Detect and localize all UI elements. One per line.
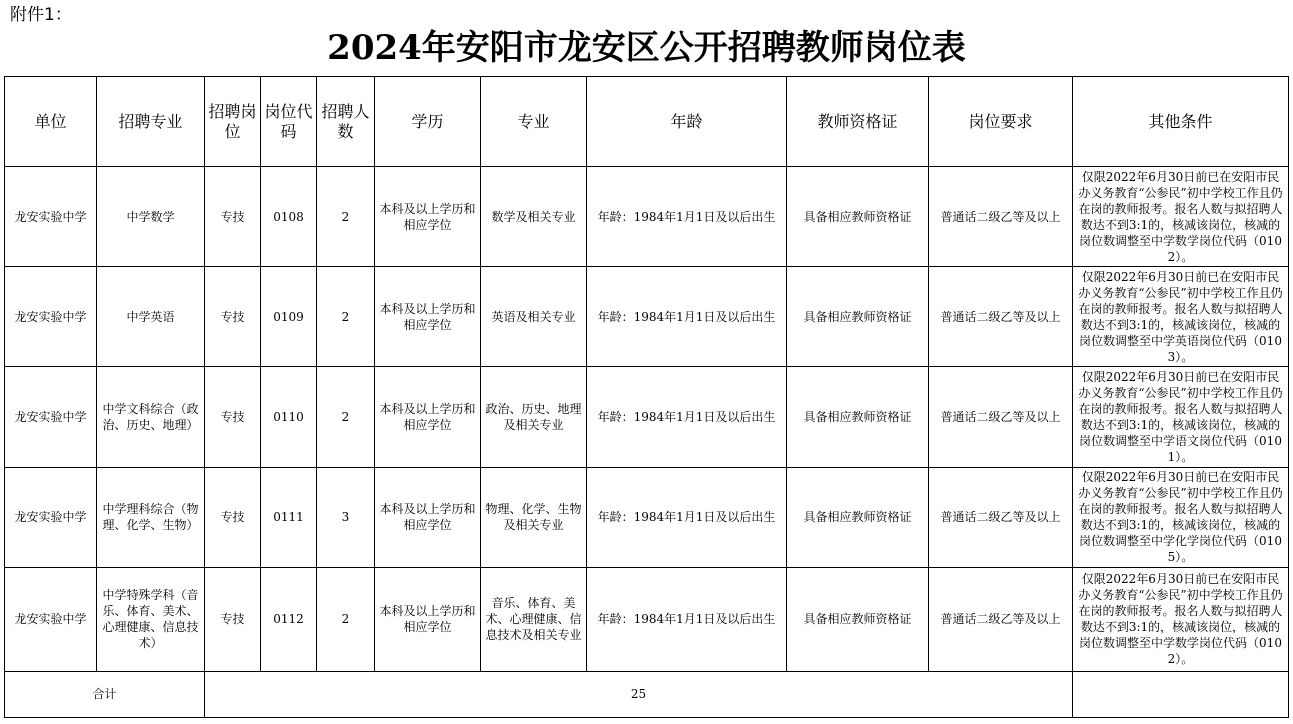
header-count: 招聘人数 xyxy=(317,77,375,167)
cell-unit: 龙安实验中学 xyxy=(5,267,97,367)
cell-certificate: 具备相应教师资格证 xyxy=(787,567,929,671)
cell-major: 物理、化学、生物及相关专业 xyxy=(481,467,587,567)
total-label: 合计 xyxy=(5,671,205,717)
header-requirement: 岗位要求 xyxy=(929,77,1073,167)
cell-unit: 龙安实验中学 xyxy=(5,167,97,267)
header-code: 岗位代码 xyxy=(261,77,317,167)
header-age: 年龄 xyxy=(587,77,787,167)
cell-code: 0109 xyxy=(261,267,317,367)
cell-code: 0111 xyxy=(261,467,317,567)
cell-major-recruit: 中学英语 xyxy=(97,267,205,367)
cell-age: 年龄：1984年1月1日及以后出生 xyxy=(587,167,787,267)
cell-major: 音乐、体育、美术、心理健康、信息技术及相关专业 xyxy=(481,567,587,671)
cell-major: 英语及相关专业 xyxy=(481,267,587,367)
total-value: 25 xyxy=(205,671,1073,717)
cell-major-recruit: 中学数学 xyxy=(97,167,205,267)
cell-education: 本科及以上学历和相应学位 xyxy=(375,267,481,367)
header-post: 招聘岗位 xyxy=(205,77,261,167)
cell-count: 2 xyxy=(317,567,375,671)
page-title: 2024年安阳市龙安区公开招聘教师岗位表 xyxy=(327,28,966,68)
header-education: 学历 xyxy=(375,77,481,167)
cell-requirement: 普通话二级乙等及以上 xyxy=(929,167,1073,267)
cell-count: 2 xyxy=(317,267,375,367)
cell-other: 仅限2022年6月30日前已在安阳市民办义务教育“公参民”初中学校工作且仍在岗的教师报考。报名人数与拟招聘人数达不到3:1的，核减该岗位，核减的岗位数调整至中学数学岗位代码（0102）。 xyxy=(1073,567,1289,671)
cell-requirement: 普通话二级乙等及以上 xyxy=(929,367,1073,467)
cell-education: 本科及以上学历和相应学位 xyxy=(375,167,481,267)
cell-requirement: 普通话二级乙等及以上 xyxy=(929,267,1073,367)
cell-major-recruit: 中学理科综合（物理、化学、生物） xyxy=(97,467,205,567)
cell-age: 年龄：1984年1月1日及以后出生 xyxy=(587,367,787,467)
cell-certificate: 具备相应教师资格证 xyxy=(787,167,929,267)
cell-education: 本科及以上学历和相应学位 xyxy=(375,367,481,467)
cell-count: 2 xyxy=(317,167,375,267)
cell-age: 年龄：1984年1月1日及以后出生 xyxy=(587,467,787,567)
cell-education: 本科及以上学历和相应学位 xyxy=(375,567,481,671)
cell-other: 仅限2022年6月30日前已在安阳市民办义务教育“公参民”初中学校工作且仍在岗的教师报考。报名人数与拟招聘人数达不到3:1的，核减该岗位，核减的岗位数调整至中学英语岗位代码（0103）。 xyxy=(1073,267,1289,367)
header-unit: 单位 xyxy=(5,77,97,167)
cell-certificate: 具备相应教师资格证 xyxy=(787,467,929,567)
cell-requirement: 普通话二级乙等及以上 xyxy=(929,567,1073,671)
table-row xyxy=(5,267,1289,367)
table-row xyxy=(5,567,1289,671)
attachment-label: 附件1： xyxy=(10,5,72,25)
cell-other: 仅限2022年6月30日前已在安阳市民办义务教育“公参民”初中学校工作且仍在岗的教师报考。报名人数与拟招聘人数达不到3:1的，核减该岗位，核减的岗位数调整至中学语文岗位代码（0101）。 xyxy=(1073,367,1289,467)
cell-unit: 龙安实验中学 xyxy=(5,467,97,567)
table-header-row xyxy=(5,77,1289,167)
total-empty-cell xyxy=(1073,671,1289,717)
cell-unit: 龙安实验中学 xyxy=(5,367,97,467)
table-row xyxy=(5,467,1289,567)
cell-post: 专技 xyxy=(205,467,261,567)
table-row xyxy=(5,167,1289,267)
total-row xyxy=(5,671,1289,717)
cell-requirement: 普通话二级乙等及以上 xyxy=(929,467,1073,567)
cell-major: 数学及相关专业 xyxy=(481,167,587,267)
cell-code: 0112 xyxy=(261,567,317,671)
cell-count: 3 xyxy=(317,467,375,567)
cell-major-recruit: 中学特殊学科（音乐、体育、美术、心理健康、信息技术） xyxy=(97,567,205,671)
table-row xyxy=(5,367,1289,467)
recruitment-table xyxy=(4,76,1289,718)
cell-major-recruit: 中学文科综合（政治、历史、地理） xyxy=(97,367,205,467)
cell-age: 年龄：1984年1月1日及以后出生 xyxy=(587,267,787,367)
cell-post: 专技 xyxy=(205,267,261,367)
cell-post: 专技 xyxy=(205,567,261,671)
cell-certificate: 具备相应教师资格证 xyxy=(787,367,929,467)
cell-post: 专技 xyxy=(205,167,261,267)
header-major: 专业 xyxy=(481,77,587,167)
header-major-recruit: 招聘专业 xyxy=(97,77,205,167)
cell-post: 专技 xyxy=(205,367,261,467)
cell-education: 本科及以上学历和相应学位 xyxy=(375,467,481,567)
header-certificate: 教师资格证 xyxy=(787,77,929,167)
cell-age: 年龄：1984年1月1日及以后出生 xyxy=(587,567,787,671)
cell-other: 仅限2022年6月30日前已在安阳市民办义务教育“公参民”初中学校工作且仍在岗的教师报考。报名人数与拟招聘人数达不到3:1的，核减该岗位，核减的岗位数调整至中学化学岗位代码（0105）。 xyxy=(1073,467,1289,567)
cell-major: 政治、历史、地理及相关专业 xyxy=(481,367,587,467)
cell-count: 2 xyxy=(317,367,375,467)
cell-code: 0110 xyxy=(261,367,317,467)
header-other: 其他条件 xyxy=(1073,77,1289,167)
cell-certificate: 具备相应教师资格证 xyxy=(787,267,929,367)
cell-other: 仅限2022年6月30日前已在安阳市民办义务教育“公参民”初中学校工作且仍在岗的教师报考。报名人数与拟招聘人数达不到3:1的，核减该岗位，核减的岗位数调整至中学数学岗位代码（0102）。 xyxy=(1073,167,1289,267)
cell-unit: 龙安实验中学 xyxy=(5,567,97,671)
cell-code: 0108 xyxy=(261,167,317,267)
